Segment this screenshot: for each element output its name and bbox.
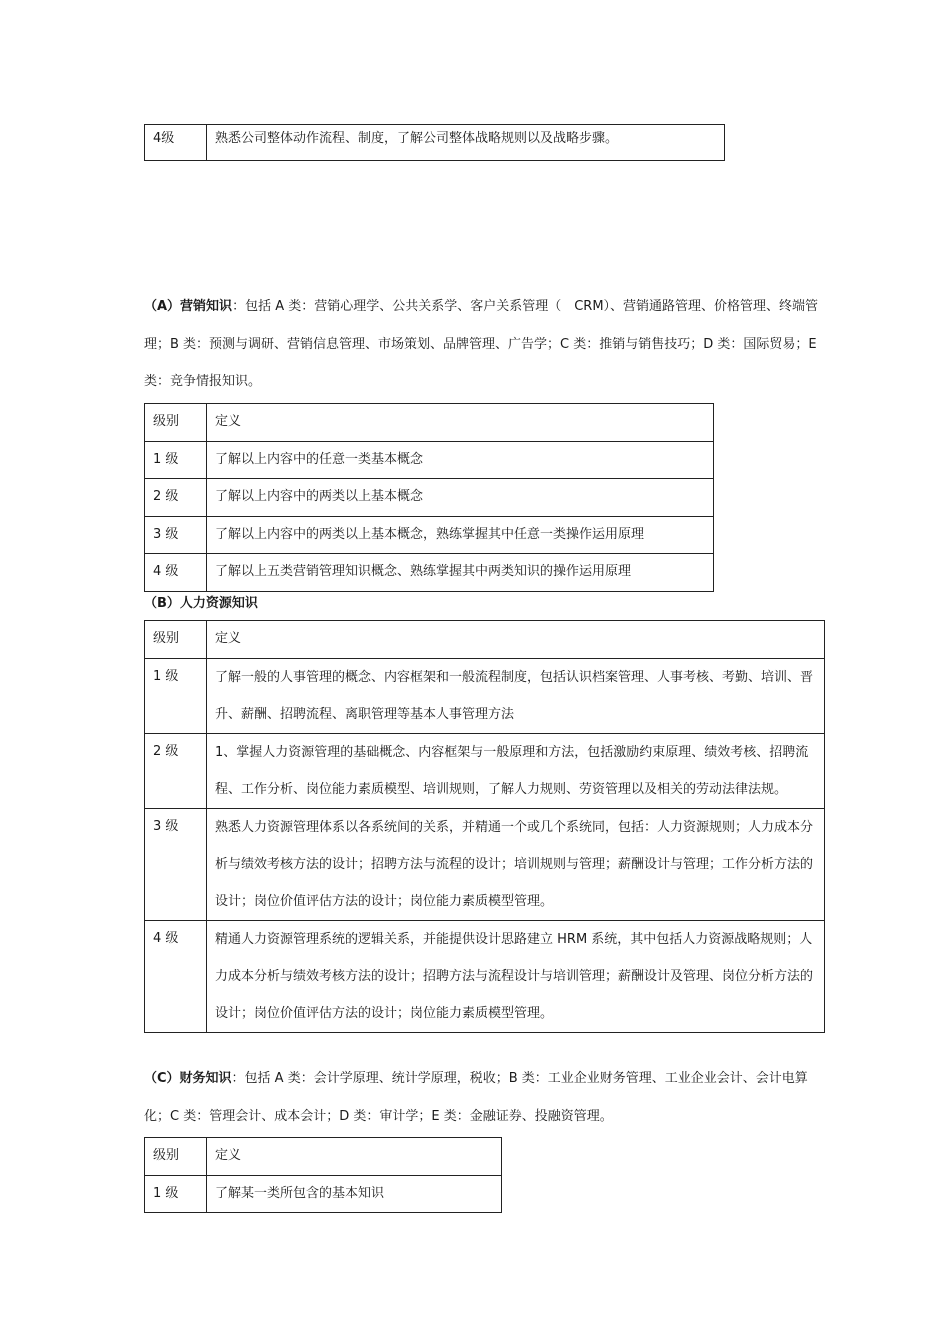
table-row <box>145 1175 502 1213</box>
level-cell: 1 级 <box>145 658 207 733</box>
table-row <box>145 808 825 920</box>
header-definition: 定义 <box>207 621 825 659</box>
level-cell: 1 级 <box>145 1175 207 1213</box>
header-definition: 定义 <box>207 1138 502 1176</box>
definition-cell: 了解以上五类营销管理知识概念、熟练掌握其中两类知识的操作运用原理 <box>207 554 714 592</box>
section-b-table <box>144 620 825 1033</box>
header-level: 级别 <box>145 621 207 659</box>
header-definition: 定义 <box>207 404 714 442</box>
section-c-table <box>144 1137 502 1213</box>
table-row <box>145 479 714 517</box>
section-c-title: （C）财务知识 <box>144 1071 232 1086</box>
table-row <box>145 920 825 1032</box>
section-b-title: （B）人力资源知识 <box>144 596 258 611</box>
table-row <box>145 125 725 161</box>
table-row <box>145 554 714 592</box>
table-header-row <box>145 1138 502 1176</box>
header-level: 级别 <box>145 1138 207 1176</box>
level-cell: 2 级 <box>145 733 207 808</box>
table-row <box>145 658 825 733</box>
definition-cell: 1、掌握人力资源管理的基础概念、内容框架与一般原理和方法，包括激励约束原理、绩效考核、招聘流程、工作分析、岗位能力素质模型、培训规则，了解人力规则、劳资管理以及相关的劳动法律法规。 <box>207 733 825 808</box>
section-c-paragraph <box>144 1060 819 1135</box>
section-a-text: ：包括 A 类：营销心理学、公共关系学、客户关系管理（ CRM）、营销通路管理、价格管理、终端管理；B 类：预测与调研、营销信息管理、市场策划、品牌管理、广告学；C 类：推销与销售技巧；D 类：国际贸易；E 类：竞争情报知识。 <box>144 299 819 389</box>
top-table <box>144 124 725 161</box>
definition-cell: 了解以上内容中的任意一类基本概念 <box>207 441 714 479</box>
header-level: 级别 <box>145 404 207 442</box>
definition-cell: 熟悉人力资源管理体系以各系统间的关系，并精通一个或几个系统同，包括：人力资源规则；人力成本分析与绩效考核方法的设计；招聘方法与流程的设计；培训规则与管理；薪酬设计与管理；工作分析方法的设计；岗位价值评估方法的设计；岗位能力素质模型管理。 <box>207 808 825 920</box>
level-cell: 1 级 <box>145 441 207 479</box>
table-row <box>145 516 714 554</box>
section-c-text: ：包括 A 类：会计学原理、统计学原理，税收；B 类：工业企业财务管理、工业企业会计、会计电算化；C 类：管理会计、成本会计；D 类：审计学；E 类：金融证券、投融资管理。 <box>144 1071 808 1124</box>
section-a-paragraph <box>144 288 819 401</box>
level-cell: 3 级 <box>145 808 207 920</box>
level-cell: 2 级 <box>145 479 207 517</box>
definition-cell: 了解某一类所包含的基本知识 <box>207 1175 502 1213</box>
definition-cell: 熟悉公司整体动作流程、制度，了解公司整体战略规则以及战略步骤。 <box>207 125 725 161</box>
definition-cell: 了解以上内容中的两类以上基本概念，熟练掌握其中任意一类操作运用原理 <box>207 516 714 554</box>
table-header-row <box>145 404 714 442</box>
definition-cell: 了解以上内容中的两类以上基本概念 <box>207 479 714 517</box>
section-a-title: （A）营销知识 <box>144 299 233 314</box>
level-cell: 4 级 <box>145 920 207 1032</box>
section-a-table <box>144 403 714 592</box>
level-cell: 3 级 <box>145 516 207 554</box>
definition-cell: 了解一般的人事管理的概念、内容框架和一般流程制度，包括认识档案管理、人事考核、考勤、培训、晋升、薪酬、招聘流程、离职管理等基本人事管理方法 <box>207 658 825 733</box>
table-header-row <box>145 621 825 659</box>
table-row <box>145 733 825 808</box>
level-cell: 4 级 <box>145 554 207 592</box>
table-row <box>145 441 714 479</box>
level-cell: 4级 <box>145 125 207 161</box>
definition-cell: 精通人力资源管理系统的逻辑关系，并能提供设计思路建立 HRM 系统，其中包括人力资源战略规则；人力成本分析与绩效考核方法的设计；招聘方法与流程设计与培训管理；薪酬设计及管理、岗位分析方法的设计；岗位价值评估方法的设计；岗位能力素质模型管理。 <box>207 920 825 1032</box>
